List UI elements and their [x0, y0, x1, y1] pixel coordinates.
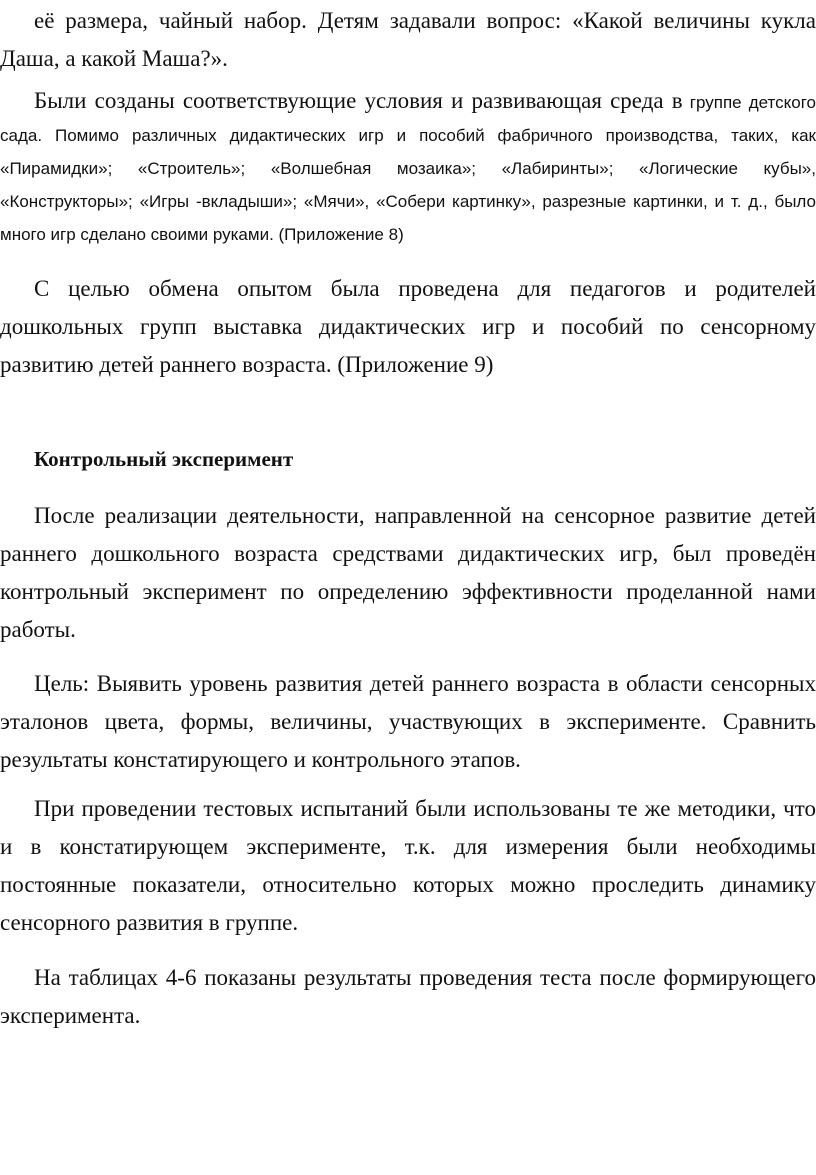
paragraph-tables-results: На таблицах 4-6 показаны результаты проведения теста после формирующего эксперимента.	[0, 965, 816, 1028]
paragraph-developing-environment-lead: Были созданы соответствующие условия и развивающая среда в	[34, 88, 683, 113]
paragraph-test-methods: При проведении тестовых испытаний были использованы те же методики, что и в констатирующем эксперименте, т.к. для измерения были необходимы постоянные показатели, относительно которых можно проследить динамику сенсорного развития в группе.	[0, 796, 816, 935]
paragraph-developing-environment	[0, 84, 816, 251]
section-heading-control-experiment: Контрольный эксперимент	[34, 447, 294, 471]
paragraph-goal: Цель: Выявить уровень развития детей раннего возраста в области сенсорных эталонов цвета, формы, величины, участвующих в эксперименте. Сравнить результаты констатирующего и контрольного этапов.	[0, 671, 816, 772]
paragraph-exhibition: С целью обмена опытом была проведена для педагогов и родителей дошкольных групп выставка дидактических игр и пособий по сенсорному развитию детей раннего возраста. (Приложение 9)	[0, 276, 816, 377]
paragraph-control-experiment-intro: После реализации деятельности, направленной на сенсорное развитие детей раннего дошкольного возраста средствами дидактических игр, был проведён контрольный эксперимент по определению эффективности проделанной нами работы.	[0, 503, 816, 642]
paragraph-developing-environment-rest: группе детского сада. Помимо различных дидактических игр и пособий фабричного производства, таких, как «Пирамидки»; «Строитель»; «Волшебная мозаика»; «Лабиринты»; «Логические кубы», «Конструкторы»; «Игры -вкладыши»; «Мячи», «Собери картинку», разрезные картинки, и т. д., было много игр сделано своими руками. (Приложение 8)	[0, 93, 816, 244]
paragraph-doll-size: её размера, чайный набор. Детям задавали вопрос: «Какой величины кукла Даша, а какой Маша?».	[0, 8, 816, 71]
